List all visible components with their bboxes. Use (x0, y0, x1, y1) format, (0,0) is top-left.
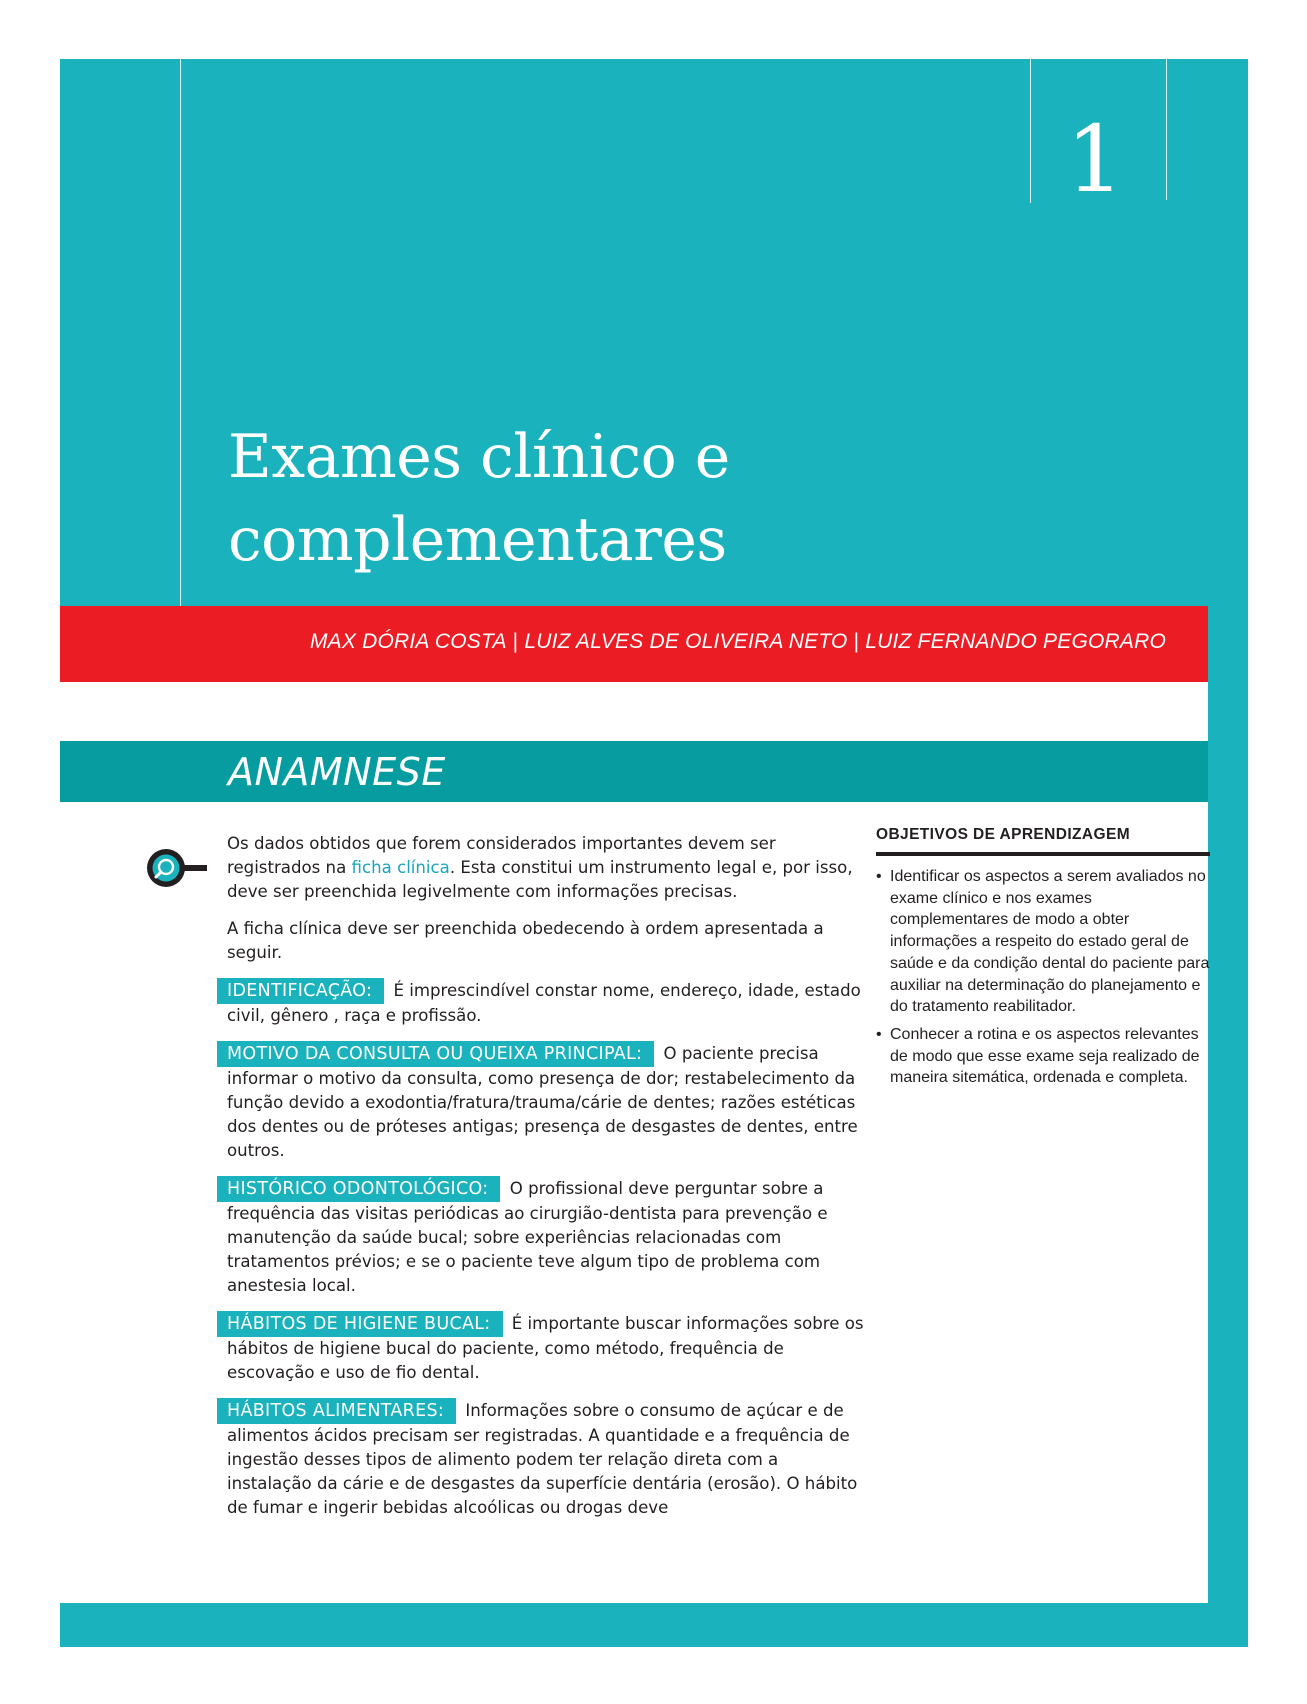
item-habitos-higiene (227, 1311, 867, 1385)
item-motivo-consulta (227, 1041, 867, 1163)
item-identificacao (227, 978, 867, 1028)
author-name: LUIZ FERNANDO PEGORARO (865, 630, 1166, 653)
item-text: Informações sobre o consumo de açúcar e de alimentos ácidos precisam ser registradas. A quantidade e a frequência de ingestão desses tipos de alimento podem ter relação direta com a instalação da cárie e de desgastes da superfície dentária (erosão). O hábito de fumar e ingerir bebidas alcoólicas ou drogas deve (227, 1401, 858, 1517)
item-text: O profissional deve perguntar sobre a frequência das visitas periódicas ao cirurgião-dentista para prevenção e manutenção da saúde bucal; sobre experiências relacionadas com tratamentos prévios; e se o paciente teve algum tipo de problema com anestesia local. (227, 1179, 828, 1295)
paragraph-2: A ficha clínica deve ser preenchida obedecendo à ordem apresentada a seguir. (227, 919, 824, 962)
main-text-column (227, 832, 867, 1533)
chapter-title-line-1: Exames clínico e (228, 422, 730, 492)
item-tag: HÁBITOS ALIMENTARES: (217, 1398, 456, 1424)
intro-text: Os dados obtidos que forem considerados importantes devem ser registrados na (227, 834, 776, 877)
item-text: É imprescindível constar nome, endereço, idade, estado civil, gênero , raça e profissão. (227, 981, 861, 1025)
item-historico-odontologico (227, 1176, 867, 1298)
objective-item: • Conhecer a rotina e os aspectos relevantes de modo que esse exame seja realizado de maneira sitemática, ordenada e completa. (876, 1024, 1210, 1089)
item-text: O paciente precisa informar o motivo da consulta, como presença de dor; restabelecimento da função devido a exodontia/fratura/trauma/cárie de dentes; razões estéticas dos dentes ou de próteses antigas; presença de desgastes de dentes, entre outros. (227, 1044, 858, 1160)
author-separator: | (853, 630, 860, 653)
author-separator: | (512, 630, 519, 653)
divider-line-left (180, 59, 181, 606)
authors-line (310, 630, 1166, 654)
magnifier-icon (146, 848, 208, 888)
ficha-clinica-link[interactable]: ficha clínica (351, 858, 450, 877)
author-name: LUIZ ALVES DE OLIVEIRA NETO (524, 630, 848, 653)
authors-band (60, 606, 1208, 682)
divider-line-number-right (1166, 59, 1167, 200)
section-bar (60, 741, 1208, 802)
item-text: É importante buscar informações sobre os hábitos de higiene bucal do paciente, como método, frequência de escovação e uso de fio dental. (227, 1314, 864, 1382)
chapter-number: 1 (1065, 106, 1125, 213)
item-tag: IDENTIFICAÇÃO: (217, 978, 384, 1004)
objectives-list (876, 866, 1210, 1089)
objectives-heading: OBJETIVOS DE APRENDIZAGEM (876, 826, 1210, 856)
chapter-title-line-2: complementares (228, 505, 727, 575)
item-tag: HÁBITOS DE HIGIENE BUCAL: (217, 1311, 503, 1337)
item-tag: MOTIVO DA CONSULTA OU QUEIXA PRINCIPAL: (217, 1041, 654, 1067)
author-name: MAX DÓRIA COSTA (309, 630, 507, 653)
section-title: ANAMNESE (228, 750, 446, 794)
chapter-title (228, 416, 1048, 582)
learning-objectives-box (876, 826, 1210, 1095)
intro-paragraph (227, 832, 867, 904)
objective-item: • Identificar os aspectos a serem avaliados no exame clínico e nos exames complementares de modo a obter informações a respeito do estado geral de saúde e da condição dental do paciente para auxiliar na determinação do planejamento e do tratamento reabilitador. (876, 866, 1210, 1018)
item-tag: HISTÓRICO ODONTOLÓGICO: (217, 1176, 500, 1202)
intro-text-end: . Esta constitui um instrumento legal e, por isso, deve ser preenchida legivelmente com informações precisas. (227, 858, 853, 901)
item-habitos-alimentares (227, 1398, 867, 1520)
